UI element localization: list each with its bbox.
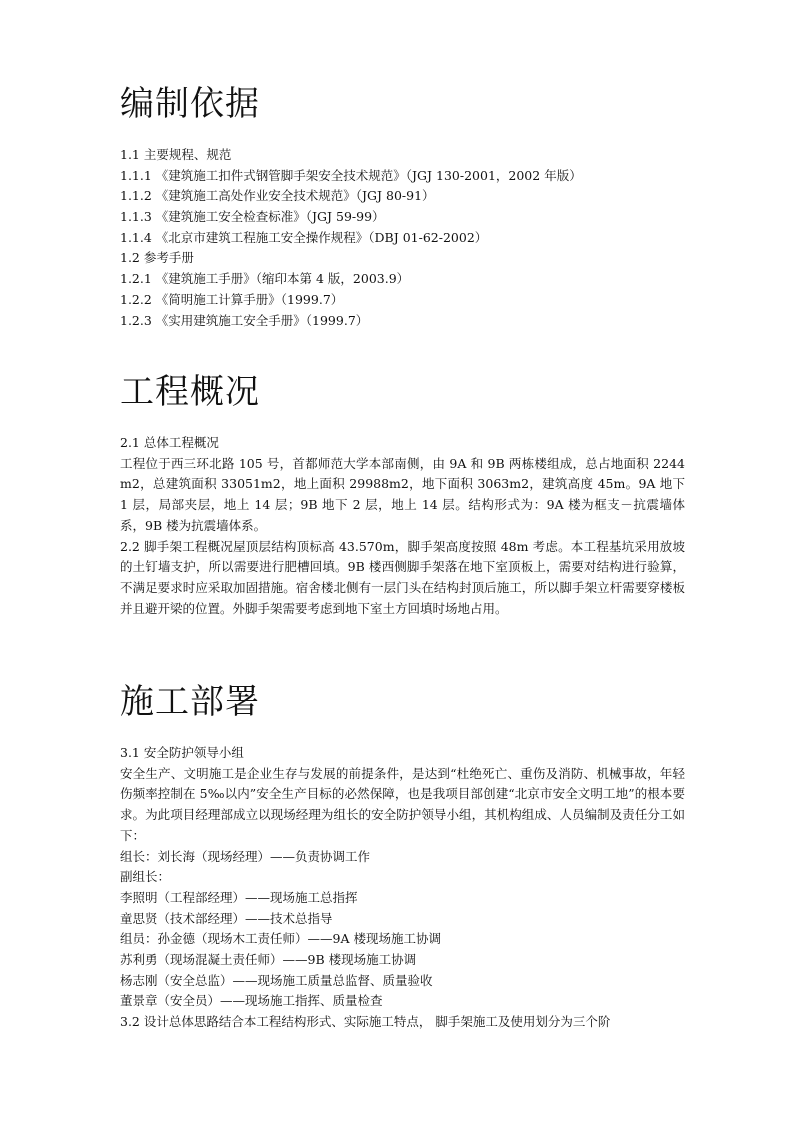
section-basis-list: [120, 145, 685, 331]
list-item: 苏利勇（现场混凝土责任师）——9B 楼现场施工协调: [120, 951, 417, 967]
section-deployment-body: [120, 743, 685, 1033]
section-title-deployment: 施工部署: [120, 682, 260, 722]
subsection-title: 2.1 总体工程概况: [120, 435, 219, 450]
list-item: 1.1 主要规程、规范: [120, 147, 232, 162]
list-item: 1.1.1 《建筑施工扣件式钢管脚手架安全技术规范》（JGJ 130-2001，2002 年版）: [120, 167, 582, 183]
list-item: 组长：刘长海（现场经理）——负责协调工作: [120, 848, 371, 864]
scaffold-overview-paragraph: 2.2 脚手架工程概况屋顶层结构顶标高 43.570m，脚手架高度按照 48m 考虑。本工程基坑采用放坡的土钉墙支护，所以需要进行肥槽回填。9B 楼西侧脚手架落在地下室顶板上，需要对结构进行验算，不满足要求时应采取加固措施。宿舍楼北侧有一层门头在结构封顶后施工，所以脚手架立杆需要穿楼板并且避开梁的位置。外脚手架需要考虑到地下室土方回填时场地占用。: [120, 538, 685, 616]
list-item: 李照明（工程部经理）——现场施工总指挥: [120, 889, 358, 905]
list-item: 3.2 设计总体思路结合本工程结构形式、实际施工特点， 脚手架施工及使用划分为三个阶: [120, 1014, 611, 1029]
safety-paragraph: 安全生产、文明施工是企业生存与发展的前提条件，是达到“杜绝死亡、重伤及消防、机械事故，年轻伤频率控制在 5‰以内”安全生产目标的必然保障，也是我项目部创建“北京市安全文明工地”的根本要求。为此项目经理部成立以现场经理为组长的安全防护领导小组，其机构组成、人员编制及责任分工如下：: [120, 765, 685, 843]
list-item: 1.2.3 《实用建筑施工安全手册》（1999.7）: [120, 312, 369, 328]
list-item: 董景章（安全员）——现场施工指挥、质量检查: [120, 993, 383, 1009]
subsection-title: 3.1 安全防护领导小组: [120, 745, 244, 760]
list-item: 1.1.2 《建筑施工高处作业安全技术规范》（JGJ 80-91）: [120, 188, 435, 204]
overview-paragraph: 工程位于西三环北路 105 号，首都师范大学本部南侧，由 9A 和 9B 两栋楼组成，总占地面积 2244m2，总建筑面积 33051m2，地上面积 29988m2，地下面积 3063m2，建筑高度 45m。9A 地下 1 层，局部夹层，地上 14 层；9B 地下 2 层，地上 14 层。结构形式为：9A 楼为框支－抗震墙体系，9B 楼为抗震墙体系。: [120, 455, 685, 533]
section-overview-body: [120, 433, 685, 619]
section-title-overview: 工程概况: [120, 372, 260, 412]
section-title-basis: 编制依据: [120, 84, 260, 124]
list-item: 组员：孙金德（现场木工责任师）——9A 楼现场施工协调: [120, 931, 441, 947]
list-item: 副组长：: [120, 869, 171, 885]
list-item: 杨志刚（安全总监）——现场施工质量总监督、质量验收: [120, 972, 433, 988]
list-item: 1.1.4 《北京市建筑工程施工安全操作规程》（DBJ 01-62-2002）: [120, 229, 488, 245]
list-item: 1.2 参考手册: [120, 250, 194, 266]
list-item: 1.1.3 《建筑施工安全检查标准》（JGJ 59-99）: [120, 209, 385, 225]
list-item: 1.2.2 《简明施工计算手册》（1999.7）: [120, 291, 344, 307]
list-item: 1.2.1 《建筑施工手册》（缩印本第 4 版，2003.9）: [120, 271, 410, 287]
list-item: 童思贤（技术部经理）——技术总指导: [120, 910, 333, 926]
